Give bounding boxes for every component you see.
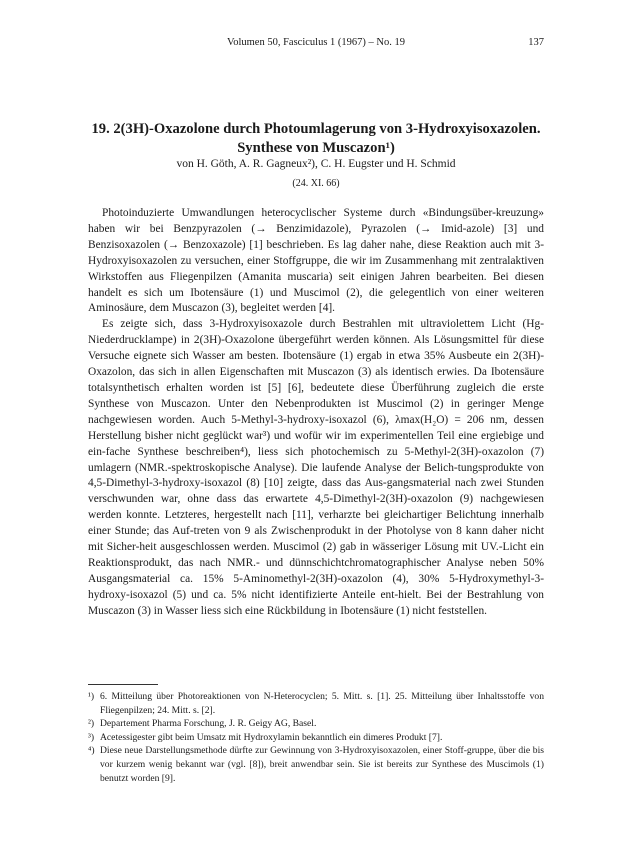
footnote-mark: ⁴) bbox=[88, 745, 95, 757]
footnote-text: Acetessigester gibt beim Umsatz mit Hydroxylamin bekanntlich ein dimeres Produkt [7]. bbox=[100, 731, 443, 743]
footnote-text: Diese neue Darstellungsmethode dürfte zur Gewinnung von 3-Hydroxyisoxazolen, einer Stoff-gruppe, über die bis vor kurzem wenig bekannt war (vgl. [8]), breit anwendbar sein. Sie ist bereits zur Synthese des Muscimols (1) benutzt worden [9]. bbox=[100, 745, 544, 784]
footnote-mark: ¹) bbox=[88, 691, 95, 702]
footnote-divider bbox=[88, 684, 158, 685]
running-header bbox=[88, 37, 544, 53]
page-number: 137 bbox=[528, 37, 544, 48]
footnote-2 bbox=[88, 717, 544, 731]
article-title-line-1: 19. 2(3H)-Oxazolone durch Photoumlagerung von 3-Hydroxyisoxazolen. bbox=[91, 121, 541, 137]
footnote-1 bbox=[88, 690, 544, 717]
footnote-4 bbox=[88, 744, 544, 785]
footnotes bbox=[88, 690, 544, 785]
received-date: (24. XI. 66) bbox=[292, 178, 340, 189]
footnote-text: Departement Pharma Forschung, J. R. Geigy AG, Basel. bbox=[100, 718, 317, 730]
journal-volume-line: Volumen 50, Fasciculus 1 (1967) – No. 19 bbox=[226, 37, 405, 48]
footnote-text: 6. Mitteilung über Photoreaktionen von N-Heterocyclen; 5. Mitt. s. [1]. 25. Mitteilung über Inhaltsstoffe von Fliegenpilzen; 24. Mitt. s. [2]. bbox=[100, 691, 544, 716]
author-line: von H. Göth, A. R. Gagneux²), C. H. Eugster und H. Schmid bbox=[176, 158, 456, 170]
paragraph-1: Photoinduzierte Umwandlungen heterocyclischer Systeme durch «Bindungsüber-kreuzung» haben wir bei Benzpyrazolen (→ Benzimidazole), Pyrazolen (→ Imid-azole) [3] und Benzisoxazolen (→ Benzoxazole) [1] beschrieben. Es lag daher nahe, diese Reaktion auch mit 3-Hydroxyisoxazolen zu versuchen, einer Stoffgruppe, die wir im Zusammenhang mit zentralaktiven Wirkstoffen aus Fliegenpilzen (Amanita muscaria) seit einigen Jahren bearbeiten. Bei diesen handelt es sich um Ibotensäure (1) und Muscimol (2), die gelegentlich von einer weiteren Aminosäure, dem Muscazon (3), begleitet werden [4]. bbox=[88, 207, 544, 315]
article-body bbox=[88, 206, 544, 620]
article-title bbox=[66, 120, 566, 158]
footnote-3 bbox=[88, 731, 544, 745]
article-title-line-2: Synthese von Muscazon¹) bbox=[237, 140, 395, 156]
footnote-mark: ²) bbox=[88, 718, 95, 730]
paragraph-2: Es zeigte sich, dass 3-Hydroxyisoxazole durch Bestrahlen mit ultraviolettem Licht (Hg-Niederdrucklampe) in 2(3H)-Oxazolone übergeführt werden können. Als Lösungsmittel für diese Versuche eignete sich Wasser am besten. Ibotensäure (1) ergab in etwa 35% Ausbeute ein 2(3H)-Oxazolon, das sich in allen Eigenschaften mit Muscazon (3) als identisch erwies. Da Ibotensäure totalsynthetisch erhalten worden ist [5] [6], bedeutete diese Überführung zugleich die erste Synthese von Muscazon. Unter den Nebenprodukten ist Muscimol (2) in geringer Menge nachgewiesen worden. Auch 5-Methyl-3-hydroxy-isoxazol (6), λmax(H₂O) = 206 nm, dessen Herstellung bisher nicht geglückt war³) und wofür wir im experimentellen Teil eine ergiebige und ein-fache Synthese beschreiben⁴), liess sich photochemisch zu 5-Methyl-2(3H)-oxazolon (7) umlagern (NMR.-spektroskopische Analyse). Die laufende Analyse der Belich-tungsprodukte von 4,5-Dimethyl-3-hydroxy-isoxazol (8) [10] zeigte, dass das Aus-gangsmaterial nach zwei Stunden verschwunden war, ohne dass das erwartete 4,5-Dimethyl-2(3H)-oxazolon (9) nachgewiesen werden konnte. Letzteres, hergestellt nach [11], verharzte bei gleichartiger Belichtung innerhalb einer Stunde; das Auf-treten von 9 als Zwischenprodukt in der Photolyse von 8 kann daher nicht mit Sicher-heit ausgeschlossen werden. Muscimol (2) gab in wässeriger Lösung mit UV.-Licht ein Reaktionsprodukt, das nach NMR.- und dünnschichtchromatographischer Analyse neben 50% Ausgangsmaterial ca. 15% 5-Aminomethyl-2(3H)-oxazolon (4), 30% 5-Hydroxymethyl-3-hydroxy-isoxazol (5) und ca. 5% nicht identifizierte Anteile ent-hielt. Bei der Bestrahlung von Muscazon (3) in Wasser liess sich eine Rückbildung in Ibotensäure (1) nicht feststellen. bbox=[88, 318, 544, 617]
footnote-mark: ³) bbox=[88, 731, 95, 743]
